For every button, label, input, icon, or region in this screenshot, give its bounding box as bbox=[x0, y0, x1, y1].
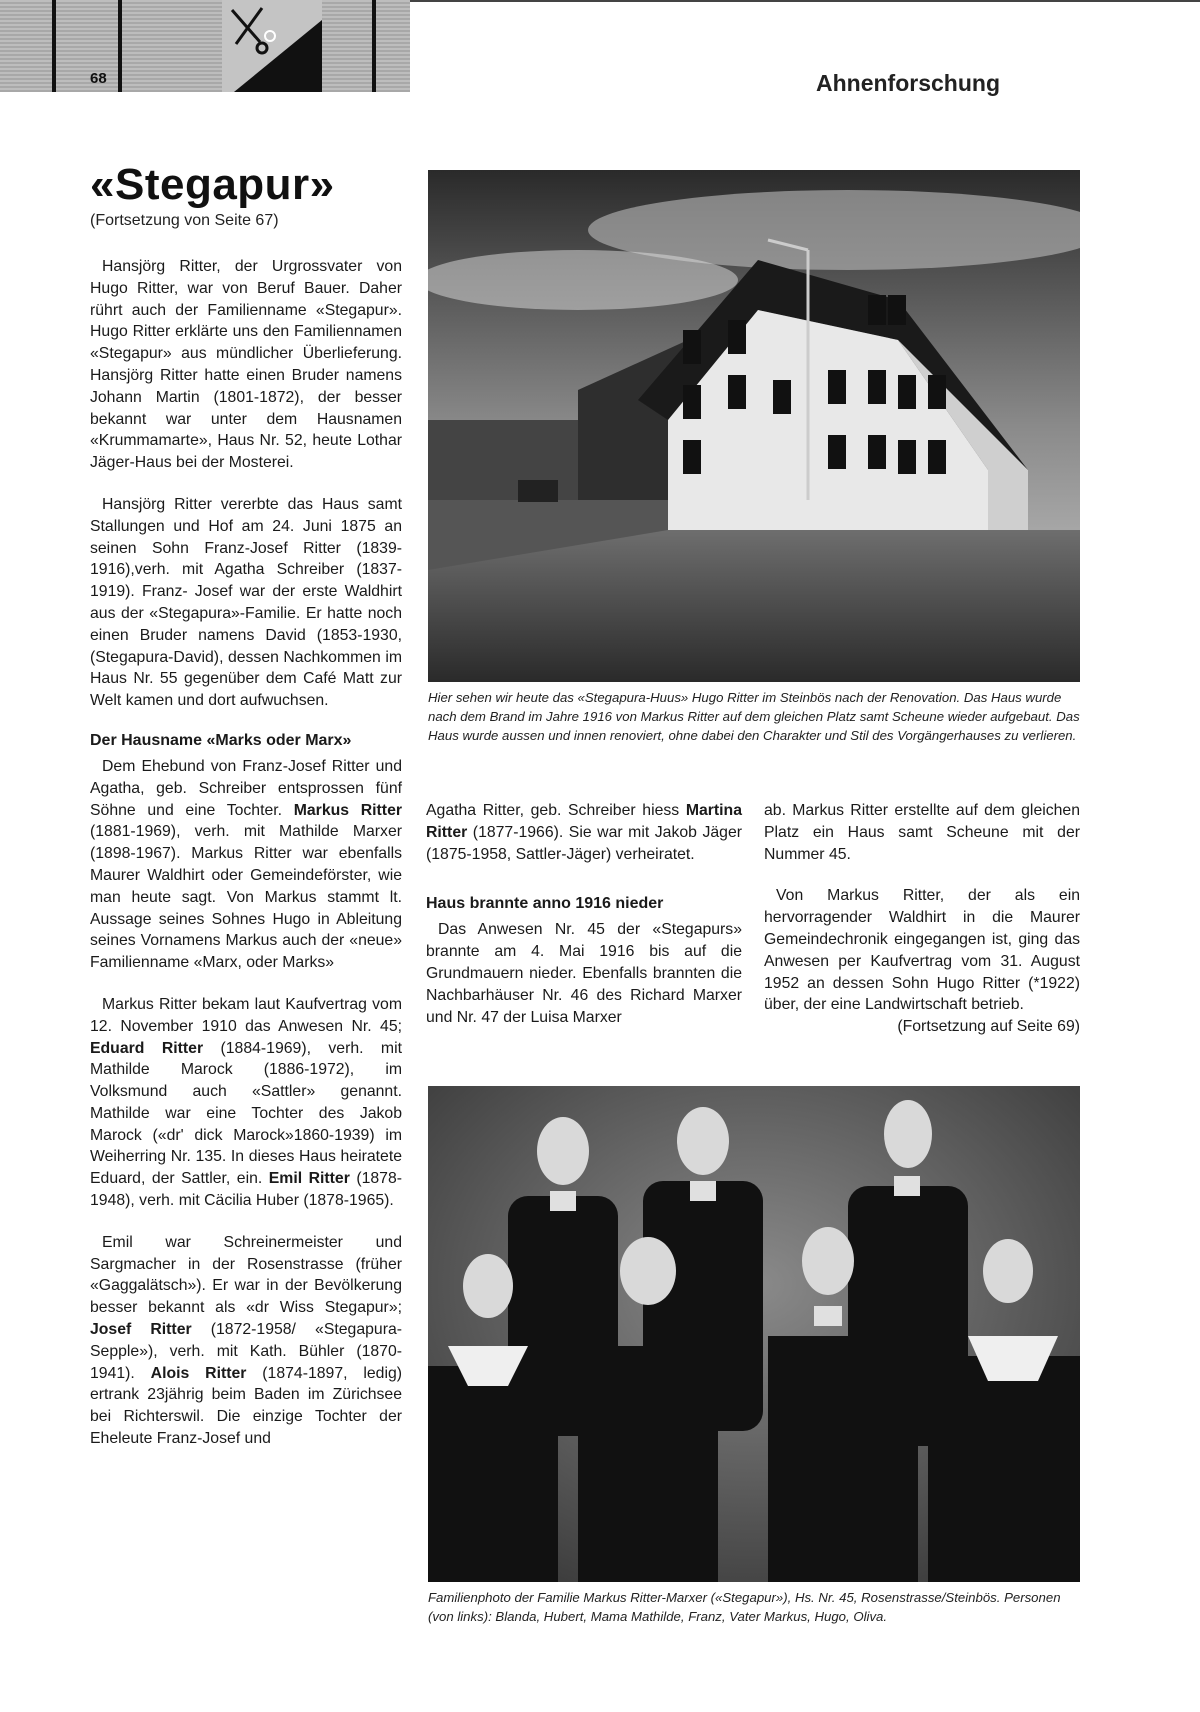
paragraph: Markus Ritter bekam laut Kaufvertrag vom 12. November 1910 das Anwesen Nr. 45; Eduard Ritter (1884-1969), verh. mit Mathilde Marock (1886-1972), im Volksmund auch «Sattler» genannt. Mathilde war eine Tochter des Jakob Marock («dr' dick Marock»1860-1939) im Weiherring Nr. 135. In dieses Haus heiratete Eduard, der Sattler, ein. Emil Ritter (1878-1948), verh. mit Cäcilia Huber (1878-1965). bbox=[90, 995, 403, 1210]
family-photo bbox=[428, 1086, 1080, 1582]
header-divider bbox=[372, 0, 376, 92]
article-title: «Stegapur» bbox=[90, 160, 335, 209]
continuation-note: (Fortsetzung auf Seite 69) bbox=[897, 1018, 1080, 1036]
house-photo-caption: Hier sehen wir heute das «Stegapura-Huus» Hugo Ritter im Steinbös nach der Renovation. Das Haus wurde nach dem Brand im Jahre 1916 von Markus Ritter auf dem gleichen Platz samt Scheune wieder aufgebaut. Das Haus wurde aussen und innen renoviert, ohne dabei den Charakter und Stil des Vorgängerhauses zu verlieren. bbox=[428, 690, 1080, 743]
paragraph: Hansjörg Ritter, der Urgrossvater von Hugo Ritter, war von Beruf Bauer. Daher rührt auch der Familienname «Stegapur». Hugo Ritter erklärte uns den Familiennamen «Stegapur» aus mündlicher Überlieferung. Hansjörg Ritter hatte einen Bruder namens Johann Martin (1801-1872), der besser bekannt war unter dem Hausnamen «Krummamarte», Haus Nr. 52, heute Lothar Jäger-Haus bei der Mosterei. bbox=[90, 258, 402, 472]
section-heading: Der Hausname «Marks oder Marx» bbox=[90, 731, 352, 749]
header-divider bbox=[52, 0, 56, 92]
page-number: 68 bbox=[90, 70, 107, 87]
family-photo-caption: Familienphoto der Familie Markus Ritter-Marxer («Stegapur»), Hs. Nr. 45, Rosenstrasse/Steinbös. Personen (von links): Blanda, Hubert, Mama Mathilde, Franz, Vater Markus, Hugo, Oliva. bbox=[428, 1590, 1061, 1624]
paragraph: Das Anwesen Nr. 45 der «Stegapurs» brannte am 4. Mai 1916 bis auf die Grundmauern nieder. Ebenfalls brannten die Nachbarhäuser Nr. 46 des Richard Marxer und Nr. 47 der Luisa Marxer bbox=[426, 921, 742, 1026]
paragraph: ab. Markus Ritter erstellte auf dem gleichen Platz ein Haus samt Scheune mit der Nummer 45. bbox=[764, 802, 1080, 863]
paragraph: Hansjörg Ritter vererbte das Haus samt Stallungen und Hof am 24. Juni 1875 an seinen Sohn Franz-Josef Ritter (1839-1916),verh. mit Agatha Schreiber (1837-1919). Franz- Josef war der erste Waldhirt aus der «Stegapura»-Familie. Er hatte noch einen Bruder namens David (1853-1930, (Stegapura-David), dessen Nachkommen im Haus Nr. 55 gegenüber dem Café Matt zur Welt kamen und dort aufwuchsen. bbox=[90, 495, 402, 710]
middle-column bbox=[426, 800, 742, 1048]
section-title: Ahnenforschung bbox=[816, 70, 1000, 96]
article-subtitle: (Fortsetzung von Seite 67) bbox=[90, 212, 279, 229]
coat-of-arms-icon bbox=[222, 0, 322, 92]
paragraph: Emil war Schreinermeister und Sargmacher in der Rosenstrasse (früher «Gaggalätsch»). Er war in der Bevölkerung besser bekannt als «dr Wiss Stegapur»; Josef Ritter (1872-1958/ «Stegapura-Sepple»), verh. mit Kath. Bühler (1870-1941). Alois Ritter (1874-1897, ledig) ertrank 23jährig beim Baden im Zürichsee bei Richterswil. Die einzige Tochter der Eheleute Franz-Josef und bbox=[90, 1233, 403, 1448]
right-column bbox=[764, 800, 1080, 1058]
paragraph: Dem Ehebund von Franz-Josef Ritter und Agatha, geb. Schreiber entsprossen fünf Söhne und eine Tochter. Markus Ritter (1881-1969), verh. mit Mathilde Marxer (1898-1967). Markus Ritter war ebenfalls Maurer Waldhirt oder Gemeindeförster, wie man heute sagt. Von Markus stammt lt. Aussage seines Sohnes Hugo in Ableitung seines Vornamens Markus auch der «neue» Familienname «Marx, oder Marks» bbox=[90, 757, 402, 972]
header-band bbox=[0, 0, 410, 92]
left-column bbox=[90, 256, 402, 1470]
house-photo bbox=[428, 170, 1080, 682]
paragraph: Agatha Ritter, geb. Schreiber hiess Martina Ritter (1877-1966). Sie war mit Jakob Jäger (1875-1958, Sattler-Jäger) verheiratet. bbox=[426, 802, 742, 863]
paragraph: Von Markus Ritter, der als ein hervorragender Waldhirt in die Maurer Gemeindechronik eingegangen ist, ging das Anwesen per Kaufvertrag vom 31. August 1952 an dessen Sohn Hugo Ritter (*1922) über, der eine Landwirtschaft betrieb. bbox=[764, 887, 1080, 1014]
header-divider bbox=[118, 0, 122, 92]
section-heading: Haus brannte anno 1916 nieder bbox=[426, 895, 664, 913]
